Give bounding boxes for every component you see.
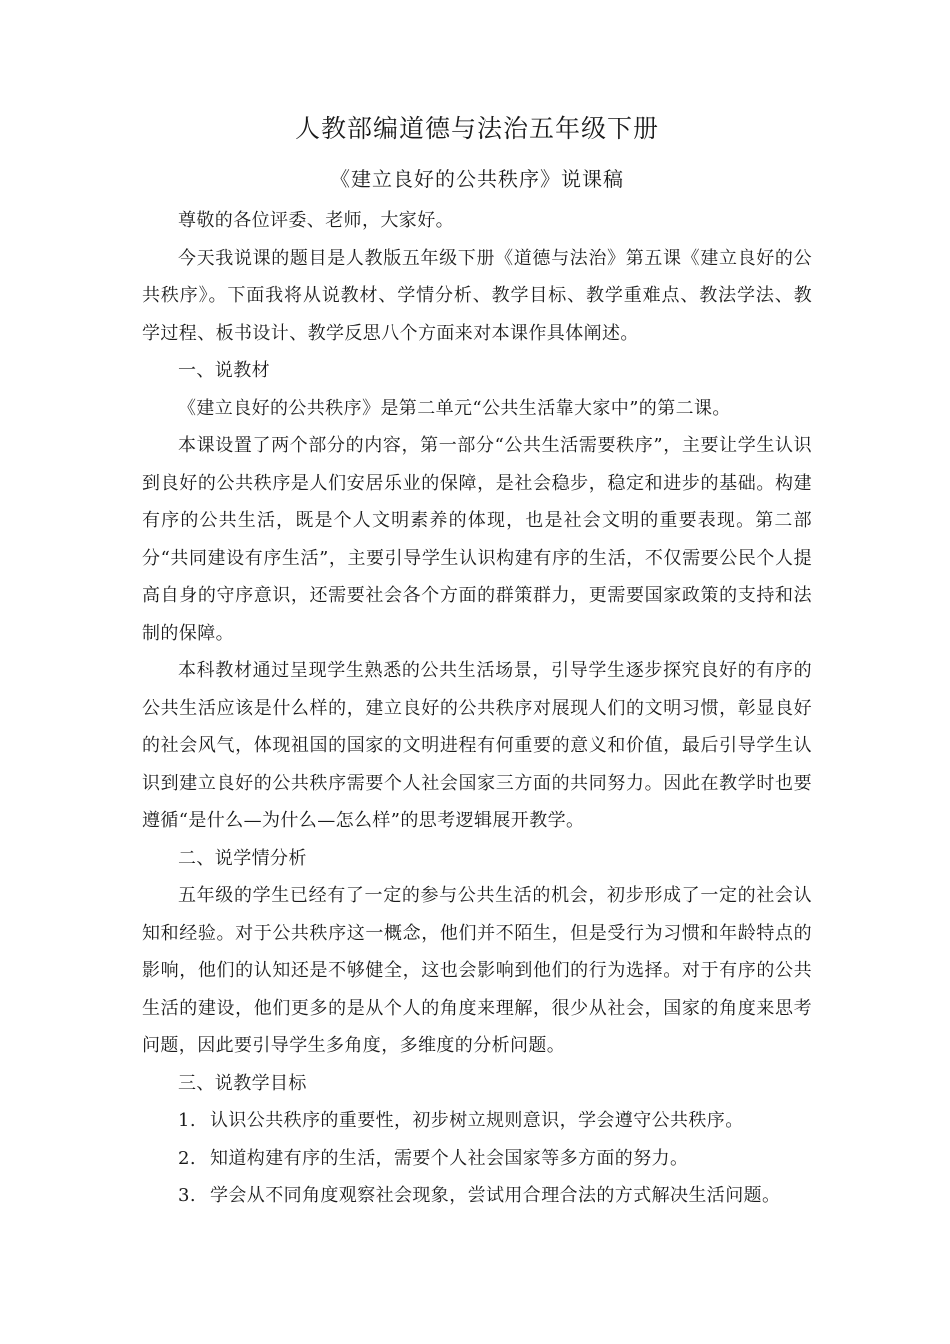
section-heading-textbook: 一、说教材 [178, 360, 270, 381]
goal-text: 认识公共秩序的重要性，初步树立规则意识，学会遵守公共秩序。 [210, 1110, 744, 1131]
goal-number: 3. [178, 1185, 196, 1206]
goal-number: 2. [178, 1147, 196, 1169]
goal-item-2 [142, 1140, 812, 1178]
goal-number: 1. [178, 1110, 196, 1131]
goal-text: 知道构建有序的生活，需要个人社会国家等多方面的努力。 [210, 1147, 689, 1169]
student-analysis-paragraph: 五年级的学生已经有了一定的参与公共生活的机会，初步形成了一定的社会认知和经验。对于公共秩序这一概念，他们并不陌生，但是受行为习惯和年龄特点的影响，他们的认知还是不够健全，这也会影响到他们的行为选择。对于有序的公共生活的建设，他们更多的是从个人的角度来理解，很少从社会，国家的角度来思考问题，因此要引导学生多角度，多维度的分析问题。 [142, 885, 812, 1056]
section-heading-student-analysis: 二、说学情分析 [178, 847, 307, 869]
goal-item-3 [142, 1177, 812, 1215]
document-page [142, 100, 812, 1215]
textbook-paragraph-3: 本科教材通过呈现学生熟悉的公共生活场景，引导学生逐步探究良好的有序的公共生活应该是什么样的，建立良好的公共秩序对展现人们的文明习惯，彰显良好的社会风气，体现祖国的国家的文明进程有何重要的意义和价值，最后引导学生认识到建立良好的公共秩序需要个人社会国家三方面的共同努力。因此在教学时也要遵循“是什么—为什么—怎么样”的思考逻辑展开教学。 [142, 660, 812, 831]
intro-paragraph: 今天我说课的题目是人教版五年级下册《道德与法治》第五课《建立良好的公共秩序》。下面我将从说教材、学情分析、教学目标、教学重难点、教法学法、教学过程、板书设计、教学反思八个方面来对本课作具体阐述。 [142, 247, 812, 344]
goal-item-1 [142, 1102, 812, 1140]
goal-text: 学会从不同角度观察社会现象，尝试用合理合法的方式解决生活问题。 [210, 1185, 781, 1206]
section-heading-teaching-goals: 三、说教学目标 [178, 1072, 307, 1094]
document-title: 人教部编道德与法治五年级下册 [294, 114, 659, 143]
textbook-paragraph-2: 本课设置了两个部分的内容，第一部分“公共生活需要秩序”，主要让学生认识到良好的公共秩序是人们安居乐业的保障，是社会稳步，稳定和进步的基础。构建有序的公共生活，既是个人文明素养的体现，也是社会文明的重要表现。第二部分“共同建设有序生活”，主要引导学生认识构建有序的生活，不仅需要公民个人提高自身的守序意识，还需要社会各个方面的群策群力，更需要国家政策的支持和法制的保障。 [142, 435, 812, 644]
document-subtitle: 《建立良好的公共秩序》说课稿 [330, 167, 624, 191]
textbook-paragraph-1: 《建立良好的公共秩序》是第二单元“公共生活靠大家中”的第二课。 [178, 397, 731, 419]
greeting-paragraph: 尊敬的各位评委、老师，大家好。 [178, 210, 454, 231]
